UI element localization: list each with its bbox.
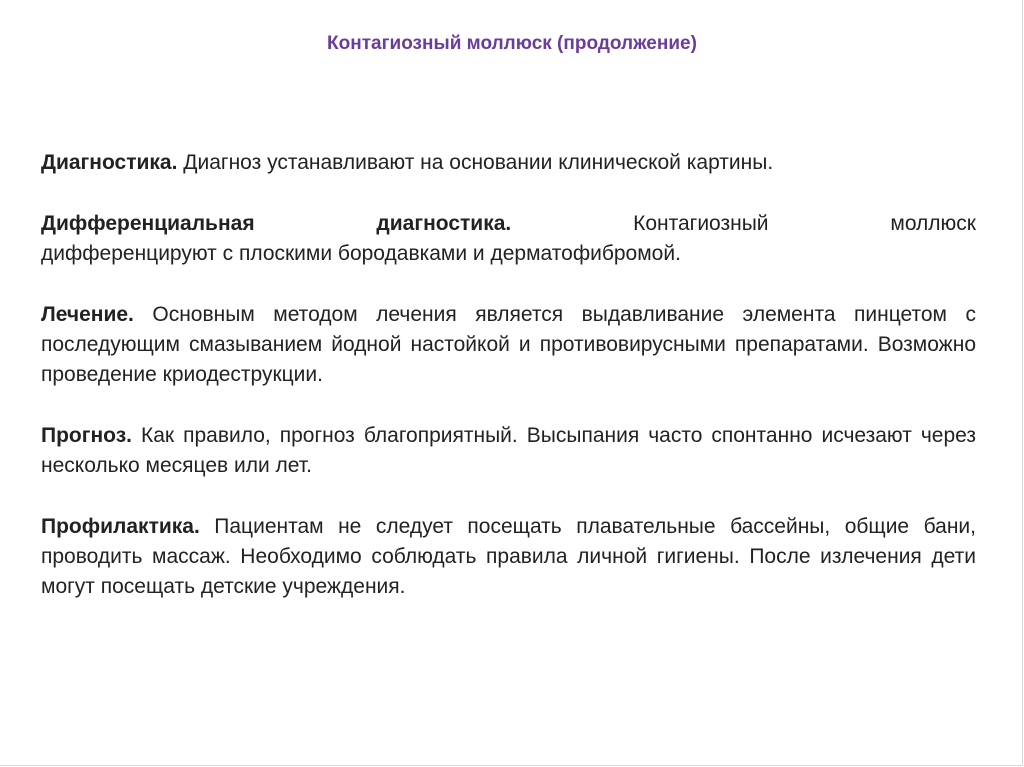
paragraph-text: Как правило, прогноз благоприятный. Высыпания часто спонтанно исчезают через несколько месяцев или лет.: [41, 424, 976, 477]
slide-content: [41, 148, 976, 633]
paragraph-text: Основным методом лечения является выдавливание элемента пинцетом с последующим смазыванием йодной настойкой и противовирусными препаратами. Возможно проведение криодеструкции.: [41, 303, 976, 386]
paragraph-text: Контагиозный моллюск: [511, 212, 976, 235]
paragraph-prognosis: [41, 421, 976, 481]
paragraph-first-line: [41, 209, 976, 239]
paragraph-treatment: [41, 300, 976, 390]
paragraph-diagnostics: [41, 148, 976, 178]
paragraph-text: Пациентам не следует посещать плавательные бассейны, общие бани, проводить массаж. Необходимо соблюдать правила личной гигиены. После излечения дети могут посещать детские учреждения.: [41, 515, 976, 598]
paragraph-lead: Профилактика.: [41, 515, 200, 538]
paragraph-text: Диагноз устанавливают на основании клинической картины.: [177, 151, 774, 174]
slide-title: Контагиозный моллюск (продолжение): [327, 33, 697, 54]
paragraph-differential-diagnosis: [41, 209, 976, 269]
paragraph-lead: Лечение.: [41, 303, 134, 326]
paragraph-prevention: [41, 512, 976, 602]
paragraph-lead: Прогноз.: [41, 424, 133, 447]
paragraph-lead: Дифференциальная диагностика.: [41, 212, 512, 235]
paragraph-lead: Диагностика.: [41, 151, 178, 174]
paragraph-text: дифференцируют с плоскими бородавками и дерматофибромой.: [41, 242, 681, 265]
